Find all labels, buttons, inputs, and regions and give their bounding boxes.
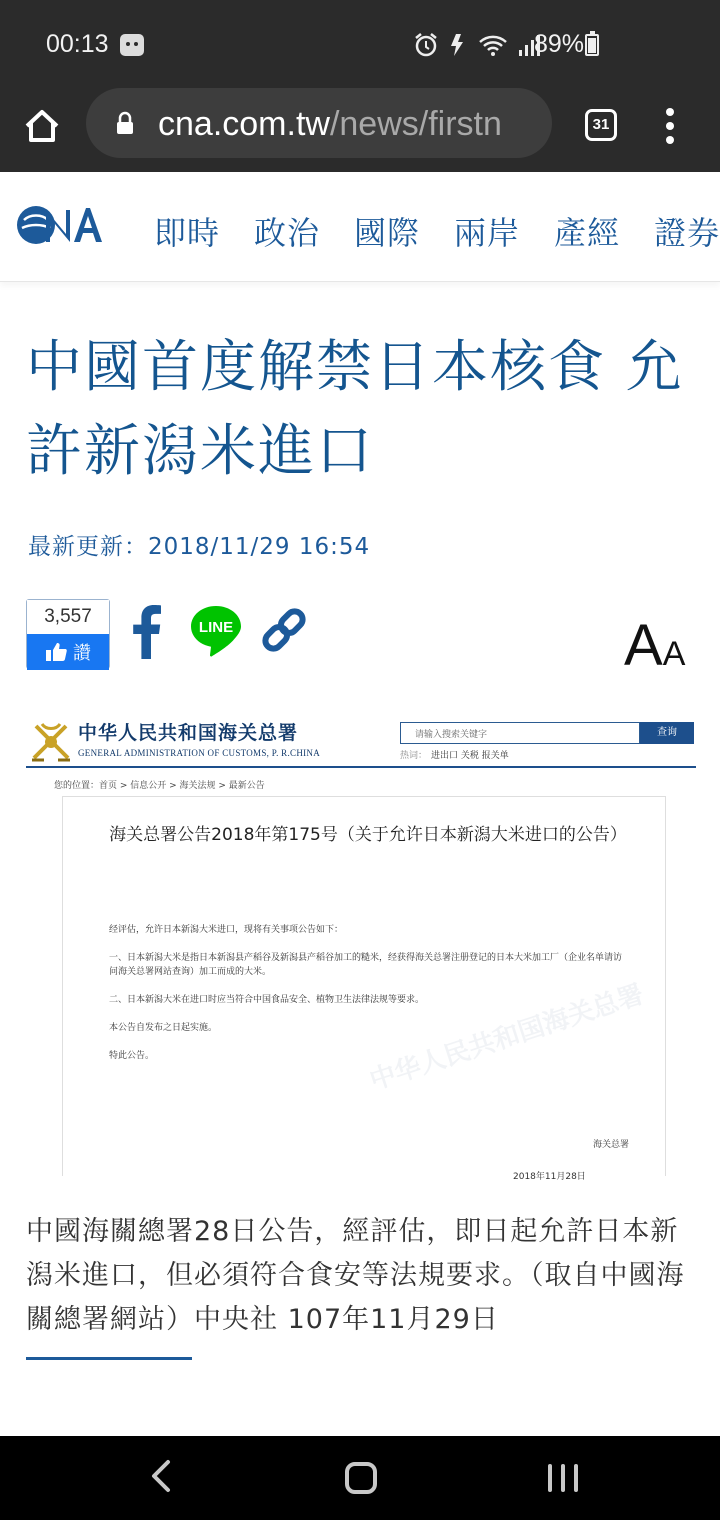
nav-item-securities[interactable]: 證券	[654, 214, 720, 252]
status-time: 00:13	[46, 30, 109, 58]
copy-link-icon[interactable]	[258, 604, 310, 656]
home-icon[interactable]	[22, 106, 62, 146]
facebook-share-icon[interactable]	[128, 603, 164, 659]
notice-paragraph: 二、日本新潟大米在进口时应当符合中国食品安全、植物卫生法律法规等要求。	[109, 995, 425, 1005]
notice-paragraph: 本公告自发布之日起实施。	[109, 1023, 218, 1033]
like-label: 讚	[73, 643, 91, 664]
photo-caption: 中國海關總署28日公告，經評估，即日起允許日本新潟米進口，但必須符合食安等法規要求。（取自中國海關總署網站）中央社 107年11月29日	[26, 1216, 685, 1335]
overflow-menu-icon[interactable]	[664, 108, 676, 144]
article-headline: 中國首度解禁日本核食 允許新潟米進口	[26, 335, 684, 484]
facebook-like-widget[interactable]	[26, 599, 110, 669]
status-icons	[414, 32, 540, 58]
caption-divider	[26, 1357, 192, 1360]
notice-org-name: 中华人民共和国海关总署	[78, 722, 299, 744]
url-path: /news/firstn	[329, 105, 502, 143]
notice-watermark: 中华人民共和国海关总署	[366, 979, 648, 1097]
article-photo-customs-notice	[26, 712, 696, 1182]
battery-percent: 89%	[534, 30, 585, 58]
tab-switcher-button[interactable]: 31	[585, 109, 617, 141]
url-text	[158, 105, 502, 144]
font-size-toggle[interactable]	[624, 612, 685, 679]
android-nav-bar	[0, 1436, 720, 1520]
notice-org-name-en: GENERAL ADMINISTRATION OF CUSTOMS, P. R.CHINA	[78, 748, 321, 758]
notice-paragraph: 一、日本新潟大米是指日本新潟县产稻谷及新潟县产稻谷加工的糙米，经获得海关总署注册登记的日本大米加工厂（企业名单请访问海关总署网站查询）加工而成的大米。	[109, 953, 623, 977]
alarm-icon	[414, 32, 438, 58]
thumbs-up-icon	[45, 642, 67, 662]
data-transfer-icon	[448, 32, 468, 58]
nav-item-cross-strait[interactable]: 兩岸	[454, 214, 521, 252]
site-nav	[0, 172, 720, 282]
notice-paragraph: 特此公告。	[109, 1051, 155, 1061]
notice-breadcrumb: 您的位置：首页 > 信息公开 > 海关法规 > 最新公告	[54, 781, 265, 791]
customs-emblem-icon	[28, 718, 74, 764]
article-timestamp: 最新更新：2018/11/29 16:54	[28, 534, 371, 560]
browser-toolbar	[0, 88, 720, 172]
cna-logo[interactable]	[16, 202, 100, 248]
notice-document	[62, 796, 666, 1182]
font-size-large-label: A	[624, 613, 663, 678]
notice-hot-label: 热词：	[400, 751, 428, 761]
line-share-icon[interactable]	[188, 602, 244, 658]
lock-icon	[116, 112, 134, 134]
notice-signature: 海关总署	[593, 1140, 630, 1150]
notice-date: 2018年11月28日	[513, 1172, 586, 1182]
notice-paragraph: 经评估，允许日本新潟大米进口，现将有关事项公告如下：	[109, 925, 344, 935]
notice-hot-list: 进出口 关税 报关单	[431, 751, 509, 761]
notice-search-button: 查询	[640, 722, 694, 744]
status-bar	[0, 0, 720, 88]
notice-search-placeholder: 请输入搜索关键字	[415, 730, 488, 740]
address-bar[interactable]	[86, 88, 552, 158]
nav-item-realtime[interactable]: 即時	[154, 214, 221, 252]
nav-menu	[154, 208, 720, 254]
line-label: LINE	[198, 619, 234, 636]
notice-search-field	[400, 722, 640, 744]
robot-notification-icon	[120, 34, 144, 56]
wifi-icon	[478, 33, 508, 57]
notice-hot-words	[400, 748, 509, 761]
font-size-small-label: A	[662, 635, 686, 673]
battery-icon	[585, 34, 599, 56]
notice-divider	[26, 766, 696, 768]
nav-item-international[interactable]: 國際	[354, 214, 421, 252]
nav-item-economy[interactable]: 產經	[554, 214, 621, 252]
url-host: cna.com.tw	[158, 105, 330, 143]
back-icon[interactable]	[146, 1458, 176, 1494]
home-button-icon[interactable]	[345, 1462, 377, 1494]
notice-title: 海关总署公告2018年第175号（关于允许日本新潟大米进口的公告）	[109, 825, 627, 845]
nav-item-politics[interactable]: 政治	[254, 214, 321, 252]
recent-apps-icon[interactable]	[548, 1464, 578, 1492]
like-count: 3,557	[27, 600, 109, 634]
notice-body	[109, 923, 629, 1077]
like-button[interactable]	[27, 634, 109, 670]
